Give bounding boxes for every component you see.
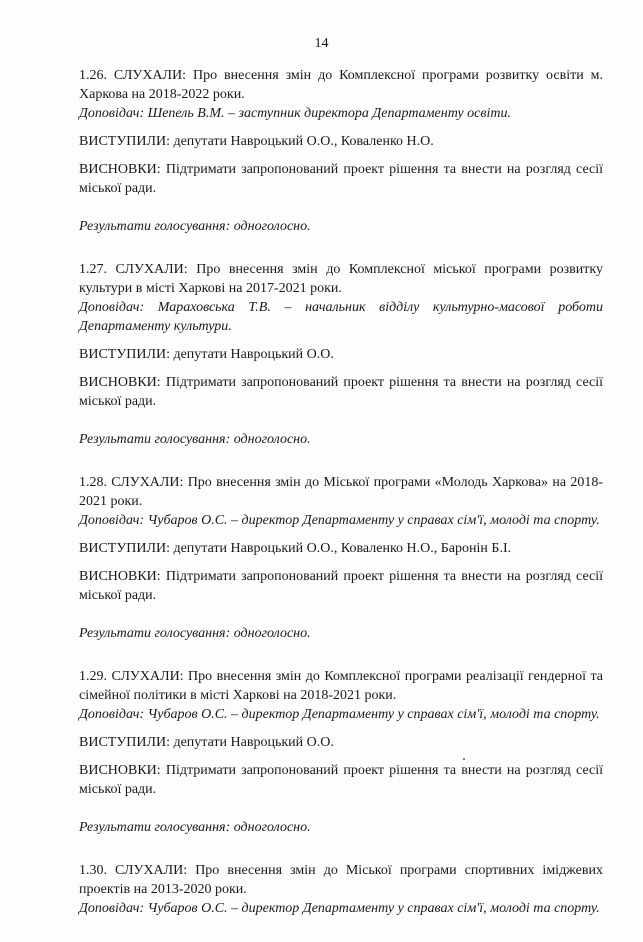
conclusions-text: ВИСНОВКИ: Підтримати запропонований проект рішення та внести на розгляд сесії міської ради. bbox=[79, 763, 603, 797]
conclusions-text: ВИСНОВКИ: Підтримати запропонований проект рішення та внести на розгляд сесії міської ради. bbox=[79, 569, 603, 603]
spoke-text: ВИСТУПИЛИ: депутати Навроцький О.О. bbox=[79, 347, 334, 362]
votes-result: Результати голосування: одноголосно. bbox=[79, 219, 311, 234]
reporter-text: Доповідач: Чубаров О.С. – директор Департаменту у справах сім'ї, молоді та спорту. bbox=[79, 513, 600, 528]
spoke-text: ВИСТУПИЛИ: депутати Навроцький О.О. bbox=[79, 735, 334, 750]
agenda-item-1-26 bbox=[79, 66, 603, 236]
reporter-text: Доповідач: Чубаров О.С. – директор Департаменту у справах сім'ї, молоді та спорту. bbox=[79, 901, 600, 916]
heard-text: 1.28. СЛУХАЛИ: Про внесення змін до Міської програми «Молодь Харкова» на 2018-2021 роки. bbox=[79, 475, 603, 509]
reporter-text: Доповідач: Мараховська Т.В. – начальник відділу культурно-масової роботи Департаменту культури. bbox=[79, 300, 603, 334]
reporter-text: Доповідач: Шепель В.М. – заступник директора Департаменту освіти. bbox=[79, 106, 511, 121]
heard-text: 1.26. СЛУХАЛИ: Про внесення змін до Комплексної програми розвитку освіти м. Харкова на 2018-2022 роки. bbox=[79, 68, 603, 102]
votes-result: Результати голосування: одноголосно. bbox=[79, 626, 311, 641]
conclusions-text: ВИСНОВКИ: Підтримати запропонований проект рішення та внести на розгляд сесії міської ради. bbox=[79, 375, 603, 409]
agenda-item-1-29 bbox=[79, 667, 603, 837]
conclusions-text: ВИСНОВКИ: Підтримати запропонований проект рішення та внести на розгляд сесії міської ради. bbox=[79, 162, 603, 196]
agenda-item-1-30 bbox=[79, 861, 603, 918]
votes-result: Результати голосування: одноголосно. bbox=[79, 432, 311, 447]
heard-text: 1.27. СЛУХАЛИ: Про внесення змін до Комплексної міської програми розвитку культури в місті Харкові на 2017-2021 роки. bbox=[79, 262, 603, 296]
spoke-text: ВИСТУПИЛИ: депутати Навроцький О.О., Коваленко Н.О. bbox=[79, 134, 434, 149]
minutes-content bbox=[79, 66, 603, 942]
spoke-text: ВИСТУПИЛИ: депутати Навроцький О.О., Коваленко Н.О., Баронін Б.І. bbox=[79, 541, 512, 556]
page-number: 14 bbox=[314, 36, 329, 51]
heard-text: 1.29. СЛУХАЛИ: Про внесення змін до Комплексної програми реалізації гендерної та сімейної політики в місті Харкові на 2018-2021 роки. bbox=[79, 669, 603, 703]
votes-result: Результати голосування: одноголосно. bbox=[79, 820, 311, 835]
scan-speck bbox=[463, 758, 465, 760]
heard-text: 1.30. СЛУХАЛИ: Про внесення змін до Міської програми спортивних іміджевих проектів на 2013-2020 роки. bbox=[79, 863, 603, 897]
agenda-item-1-27 bbox=[79, 260, 603, 449]
reporter-text: Доповідач: Чубаров О.С. – директор Департаменту у справах сім'ї, молоді та спорту. bbox=[79, 707, 600, 722]
agenda-item-1-28 bbox=[79, 473, 603, 643]
